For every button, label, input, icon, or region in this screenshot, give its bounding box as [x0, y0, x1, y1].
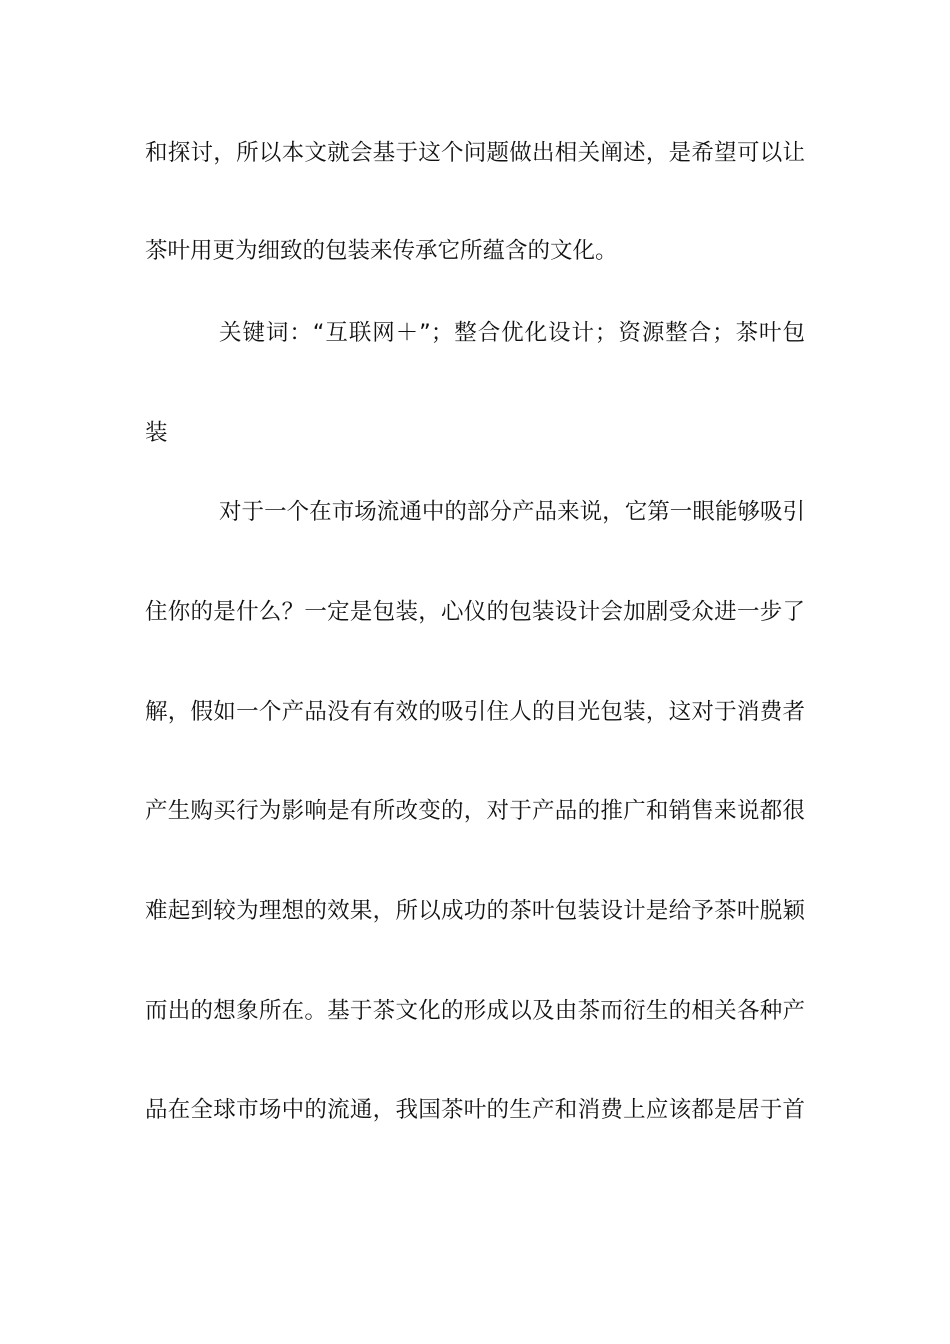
abstract-line-1: 和探讨，所以本文就会基于这个问题做出相关阐述，是希望可以让: [145, 140, 805, 166]
body-paragraph-line-4: 产生购买行为影响是有所改变的，对于产品的推广和销售来说都很: [145, 798, 805, 824]
body-paragraph-line-6: 而出的想象所在。基于茶文化的形成以及由茶而衍生的相关各种产: [145, 998, 805, 1024]
body-paragraph-line-7: 品在全球市场中的流通，我国茶叶的生产和消费上应该都是居于首: [145, 1097, 805, 1123]
body-paragraph-line-5: 难起到较为理想的效果，所以成功的茶叶包装设计是给予茶叶脱颖: [145, 898, 805, 924]
body-paragraph-line-2: 住你的是什么？一定是包装，心仪的包装设计会加剧受众进一步了: [145, 599, 805, 625]
abstract-line-2: 茶叶用更为细致的包装来传承它所蕴含的文化。: [145, 238, 618, 264]
keywords-line: 关键词：“互联网＋”；整合优化设计；资源整合；茶叶包: [219, 320, 805, 346]
keywords-line-cont: 装: [145, 420, 168, 446]
body-paragraph-line-1: 对于一个在市场流通中的部分产品来说，它第一眼能够吸引: [219, 499, 805, 525]
body-paragraph-line-3: 解，假如一个产品没有有效的吸引住人的目光包装，这对于消费者: [145, 699, 805, 725]
